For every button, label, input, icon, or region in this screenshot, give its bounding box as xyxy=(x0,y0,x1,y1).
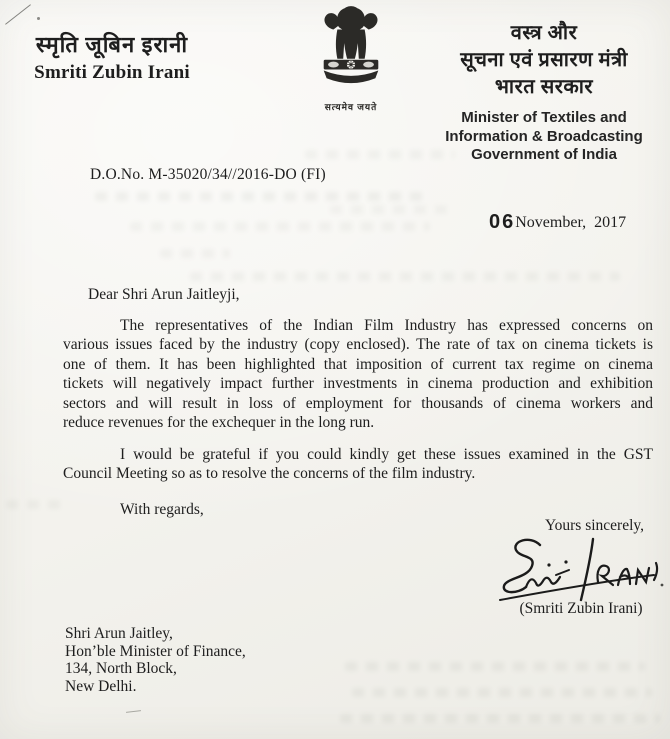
date-text: November, 2017 xyxy=(515,214,627,231)
date-line xyxy=(489,211,626,234)
body-line: one of them. It has been highlighted that imposition of current tax regime on cinema xyxy=(63,355,653,373)
recipient-line: 134, North Block, xyxy=(65,660,177,678)
bleedthrough-smudge xyxy=(160,249,230,258)
office-english-line2: Information & Broadcasting xyxy=(445,127,643,145)
bleedthrough-smudge xyxy=(340,714,660,723)
closing-regards: With regards, xyxy=(120,501,204,518)
sender-name-hindi: स्मृति जूबिन इरानी xyxy=(35,32,189,57)
office-hindi-line2: सूचना एवं प्रसारण मंत्री xyxy=(460,49,628,71)
bleedthrough-smudge xyxy=(345,662,645,671)
body-line: reduce revenues for the exchequer in the long run. xyxy=(63,414,375,432)
office-english-line1: Minister of Textiles and xyxy=(461,109,627,126)
date-day-stamp: 06 xyxy=(489,211,516,233)
body-line: sectors and will result in loss of employment for thousands of cinema workers and xyxy=(63,394,653,412)
do-reference-number: D.O.No. M-35020/34//2016-DO (FI) xyxy=(90,166,326,183)
body-line: I would be grateful if you could kindly get these issues examined in the GST xyxy=(120,446,653,463)
office-english-line3: Government of India xyxy=(471,146,617,163)
body-line: various issues faced by the industry (copy enclosed). The rate of tax on cinema tickets is xyxy=(63,336,653,354)
office-hindi-line3: भारत सरकार xyxy=(494,76,594,98)
body-line: tickets will negatively impact further investments in cinema production and exhibition xyxy=(63,375,653,393)
salutation: Dear Shri Arun Jaitleyji, xyxy=(88,286,240,303)
bleedthrough-smudge xyxy=(190,272,620,281)
body-paragraph-2 xyxy=(63,445,653,484)
pen-mark xyxy=(126,710,141,713)
bleedthrough-smudge xyxy=(130,222,430,231)
bleedthrough-smudge xyxy=(352,688,652,697)
emblem-of-india-icon xyxy=(312,4,390,94)
recipient-line: Shri Arun Jaitley, xyxy=(65,625,173,642)
body-line: Council Meeting so as to resolve the concerns of the film industry. xyxy=(63,465,476,483)
office-block xyxy=(420,20,668,165)
office-hindi-line1: वस्त्र और xyxy=(510,22,578,44)
recipient-line: Hon’ble Minister of Finance, xyxy=(65,642,246,660)
body-paragraph-1 xyxy=(63,316,653,432)
recipient-address xyxy=(65,625,246,695)
bleedthrough-smudge xyxy=(330,205,450,214)
closing-sincerely: Yours sincerely, xyxy=(545,517,645,534)
handwritten-signature xyxy=(494,536,666,606)
recipient-line: New Delhi. xyxy=(65,677,137,695)
pin-dot-mark xyxy=(37,17,40,20)
staple-mark xyxy=(5,4,31,24)
emblem-block xyxy=(306,4,396,113)
body-line: The representatives of the Indian Film Industry has expressed concerns on xyxy=(120,317,653,334)
bleedthrough-smudge xyxy=(95,192,425,201)
emblem-motto: सत्यमेव जयते xyxy=(324,102,378,112)
sender-name-english: Smriti Zubin Irani xyxy=(34,62,190,83)
bleedthrough-smudge xyxy=(6,500,66,509)
sender-block xyxy=(22,32,202,85)
signatory-typed-name: (Smriti Zubin Irani) xyxy=(519,600,643,617)
